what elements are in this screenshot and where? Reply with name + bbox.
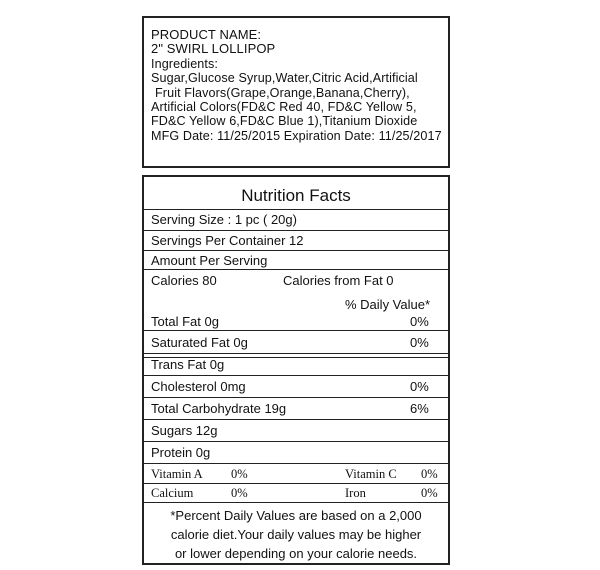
nutrient-row (144, 354, 448, 376)
mineral-label: Calcium (151, 486, 194, 500)
nutrient-row (144, 332, 448, 354)
mineral-label: Iron (345, 486, 366, 500)
nutrient-daily-value: 6% (410, 401, 429, 416)
vitamin-value: 0% (231, 467, 248, 481)
serving-size-row (144, 210, 448, 231)
amount-per-serving: Amount Per Serving (151, 253, 268, 268)
product-name-label: PRODUCT NAME: (151, 27, 262, 42)
nutrient-daily-value: 0% (410, 314, 429, 329)
nutrition-facts-panel (142, 175, 450, 565)
nutrient-label: Cholesterol 0mg (151, 379, 246, 394)
footnote-line: *Percent Daily Values are based on a 2,000 (170, 508, 422, 523)
nutrient-label: Protein 0g (151, 445, 211, 460)
vitamin-label: Vitamin C (345, 467, 397, 481)
dates-line: MFG Date: 11/25/2015 Expiration Date: 11/25/2017 (151, 128, 442, 143)
ingredients-line: Fruit Flavors(Grape,Orange,Banana,Cherry), (155, 85, 410, 100)
product-info-box (142, 16, 450, 168)
nutrient-row (144, 420, 448, 442)
nutrient-row (144, 442, 448, 464)
row-divider (144, 330, 448, 331)
footnote-line: calorie diet.Your daily values may be higher (170, 527, 422, 542)
ingredients-label: Ingredients: (151, 56, 219, 71)
amount-per-serving-row (144, 251, 448, 270)
nutrient-label: Total Fat 0g (151, 314, 219, 329)
nutrient-label: Sugars 12g (151, 423, 218, 438)
nutrient-label: Trans Fat 0g (151, 357, 225, 372)
nutrient-daily-value: 0% (410, 335, 429, 350)
vitamin-row (144, 464, 448, 484)
calories: Calories 80 (151, 273, 217, 288)
calories-from-fat: Calories from Fat 0 (283, 273, 394, 288)
nutrient-row (144, 398, 448, 420)
mineral-row (144, 484, 448, 503)
product-name: 2" SWIRL LOLLIPOP (151, 41, 276, 57)
footnote (144, 506, 448, 563)
ingredients-line: Sugar,Glucose Syrup,Water,Citric Acid,Artificial (151, 71, 418, 86)
nutrient-daily-value: 0% (410, 379, 429, 394)
nutrient-row (144, 376, 448, 398)
vitamin-label: Vitamin A (151, 467, 203, 481)
servings-per-container: Servings Per Container 12 (151, 233, 304, 248)
vitamin-value: 0% (421, 467, 438, 481)
serving-size: Serving Size : 1 pc ( 20g) (151, 212, 297, 227)
nutrient-label: Total Carbohydrate 19g (151, 401, 287, 416)
servings-per-container-row (144, 231, 448, 251)
mineral-value: 0% (421, 486, 438, 500)
daily-value-header: % Daily Value* (345, 297, 431, 312)
ingredients-line: FD&C Yellow 6,FD&C Blue 1),Titanium Dioxide (151, 114, 418, 129)
nutrition-title-row (144, 177, 448, 210)
nutrient-label: Saturated Fat 0g (151, 335, 248, 350)
footnote-line: or lower depending on your calorie needs. (174, 546, 418, 561)
nutrition-title: Nutrition Facts (241, 186, 351, 205)
ingredients-line: Artificial Colors(FD&C Red 40, FD&C Yellow 5, (151, 100, 417, 115)
mineral-value: 0% (231, 486, 248, 500)
